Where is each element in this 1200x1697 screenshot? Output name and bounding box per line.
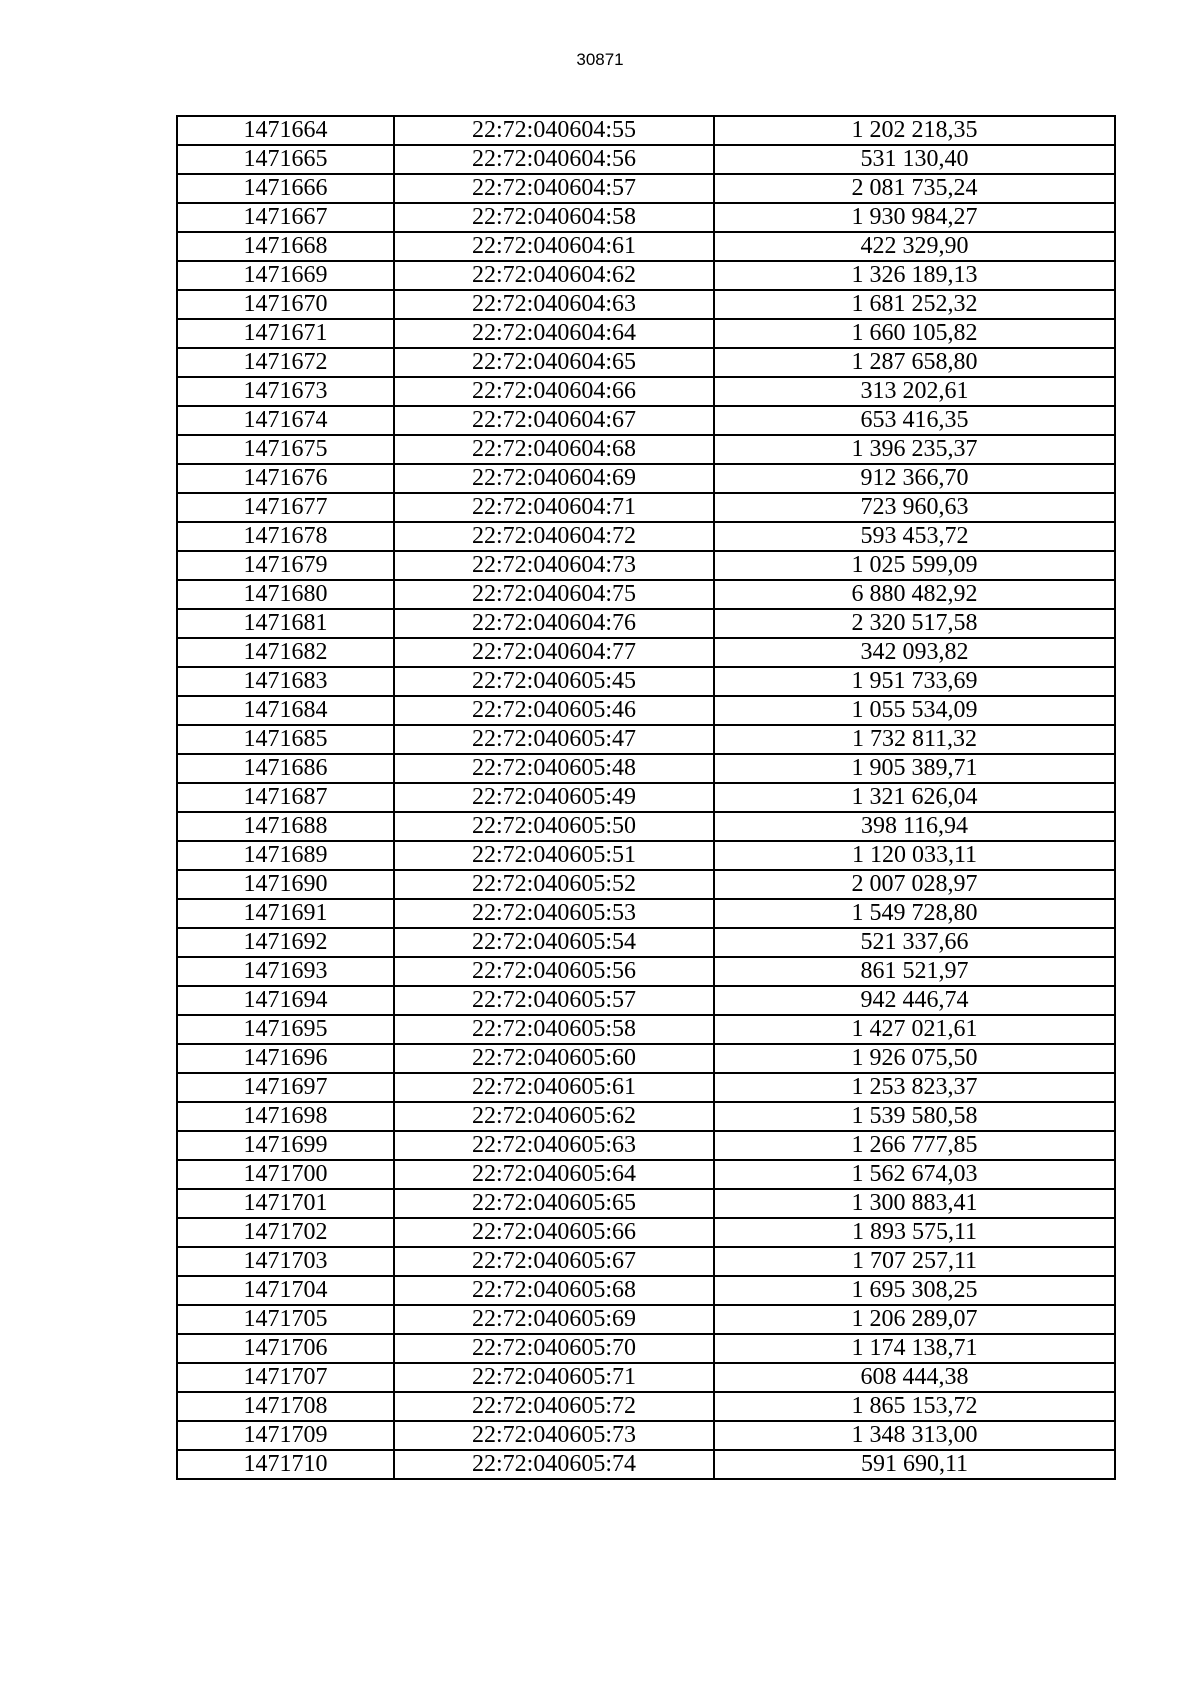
cadastral-value-cell: 1 396 235,37: [714, 435, 1115, 464]
row-number-cell: 1471669: [177, 261, 394, 290]
row-number-cell: 1471694: [177, 986, 394, 1015]
table-row: [177, 1305, 1115, 1334]
table-row: [177, 812, 1115, 841]
table-row: [177, 609, 1115, 638]
cadastral-value-cell: 1 300 883,41: [714, 1189, 1115, 1218]
cadastral-number-cell: 22:72:040605:60: [394, 1044, 714, 1073]
row-number-cell: 1471708: [177, 1392, 394, 1421]
table-row: [177, 348, 1115, 377]
table-row: [177, 551, 1115, 580]
table-row: [177, 783, 1115, 812]
cadastral-value-cell: 1 951 733,69: [714, 667, 1115, 696]
table-row: [177, 435, 1115, 464]
cadastral-value-cell: 1 732 811,32: [714, 725, 1115, 754]
cadastral-number-cell: 22:72:040605:57: [394, 986, 714, 1015]
row-number-cell: 1471670: [177, 290, 394, 319]
row-number-cell: 1471688: [177, 812, 394, 841]
row-number-cell: 1471664: [177, 116, 394, 145]
cadastral-number-cell: 22:72:040604:57: [394, 174, 714, 203]
row-number-cell: 1471676: [177, 464, 394, 493]
row-number-cell: 1471675: [177, 435, 394, 464]
table-row: [177, 870, 1115, 899]
table-body: [177, 116, 1115, 1479]
table-row: [177, 1189, 1115, 1218]
row-number-cell: 1471666: [177, 174, 394, 203]
row-number-cell: 1471701: [177, 1189, 394, 1218]
cadastral-number-cell: 22:72:040605:61: [394, 1073, 714, 1102]
table-row: [177, 1392, 1115, 1421]
cadastral-value-cell: 1 905 389,71: [714, 754, 1115, 783]
cadastral-number-cell: 22:72:040604:64: [394, 319, 714, 348]
cadastral-number-cell: 22:72:040605:52: [394, 870, 714, 899]
table-row: [177, 464, 1115, 493]
cadastral-number-cell: 22:72:040605:62: [394, 1102, 714, 1131]
row-number-cell: 1471679: [177, 551, 394, 580]
cadastral-number-cell: 22:72:040605:45: [394, 667, 714, 696]
row-number-cell: 1471707: [177, 1363, 394, 1392]
row-number-cell: 1471703: [177, 1247, 394, 1276]
cadastral-number-cell: 22:72:040604:73: [394, 551, 714, 580]
cadastral-number-cell: 22:72:040605:50: [394, 812, 714, 841]
table-row: [177, 957, 1115, 986]
table-row: [177, 696, 1115, 725]
row-number-cell: 1471687: [177, 783, 394, 812]
cadastral-value-cell: 2 007 028,97: [714, 870, 1115, 899]
cadastral-number-cell: 22:72:040605:63: [394, 1131, 714, 1160]
cadastral-value-cell: 1 348 313,00: [714, 1421, 1115, 1450]
cadastral-number-cell: 22:72:040605:46: [394, 696, 714, 725]
cadastral-value-cell: 1 707 257,11: [714, 1247, 1115, 1276]
cadastral-number-cell: 22:72:040604:55: [394, 116, 714, 145]
cadastral-value-cell: 1 549 728,80: [714, 899, 1115, 928]
table-row: [177, 1102, 1115, 1131]
row-number-cell: 1471683: [177, 667, 394, 696]
table-row: [177, 667, 1115, 696]
row-number-cell: 1471678: [177, 522, 394, 551]
table-row: [177, 203, 1115, 232]
cadastral-value-cell: 521 337,66: [714, 928, 1115, 957]
row-number-cell: 1471685: [177, 725, 394, 754]
row-number-cell: 1471698: [177, 1102, 394, 1131]
cadastral-value-cell: 1 202 218,35: [714, 116, 1115, 145]
cadastral-value-cell: 912 366,70: [714, 464, 1115, 493]
cadastral-value-cell: 6 880 482,92: [714, 580, 1115, 609]
row-number-cell: 1471686: [177, 754, 394, 783]
table-row: [177, 1247, 1115, 1276]
cadastral-value-cell: 1 695 308,25: [714, 1276, 1115, 1305]
table-row: [177, 1218, 1115, 1247]
cadastral-value-cell: 1 055 534,09: [714, 696, 1115, 725]
cadastral-value-cell: 653 416,35: [714, 406, 1115, 435]
row-number-cell: 1471697: [177, 1073, 394, 1102]
cadastral-value-cell: 591 690,11: [714, 1450, 1115, 1479]
row-number-cell: 1471690: [177, 870, 394, 899]
cadastral-number-cell: 22:72:040604:65: [394, 348, 714, 377]
table-row: [177, 1276, 1115, 1305]
table-row: [177, 493, 1115, 522]
row-number-cell: 1471693: [177, 957, 394, 986]
cadastral-number-cell: 22:72:040604:63: [394, 290, 714, 319]
cadastral-value-cell: 531 130,40: [714, 145, 1115, 174]
table-row: [177, 1421, 1115, 1450]
cadastral-number-cell: 22:72:040605:51: [394, 841, 714, 870]
cadastral-value-cell: 1 206 289,07: [714, 1305, 1115, 1334]
cadastral-value-cell: 1 253 823,37: [714, 1073, 1115, 1102]
cadastral-number-cell: 22:72:040604:71: [394, 493, 714, 522]
table-row: [177, 725, 1115, 754]
cadastral-value-cell: 1 562 674,03: [714, 1160, 1115, 1189]
table-row: [177, 899, 1115, 928]
cadastral-number-cell: 22:72:040604:69: [394, 464, 714, 493]
table-row: [177, 1334, 1115, 1363]
cadastral-number-cell: 22:72:040604:76: [394, 609, 714, 638]
cadastral-number-cell: 22:72:040605:56: [394, 957, 714, 986]
row-number-cell: 1471691: [177, 899, 394, 928]
cadastral-value-cell: 861 521,97: [714, 957, 1115, 986]
cadastral-number-cell: 22:72:040604:66: [394, 377, 714, 406]
table-row: [177, 841, 1115, 870]
row-number-cell: 1471665: [177, 145, 394, 174]
table-row: [177, 522, 1115, 551]
cadastral-value-cell: 2 320 517,58: [714, 609, 1115, 638]
row-number-cell: 1471672: [177, 348, 394, 377]
cadastral-value-cell: 1 539 580,58: [714, 1102, 1115, 1131]
table-row: [177, 261, 1115, 290]
cadastral-value-cell: 1 893 575,11: [714, 1218, 1115, 1247]
cadastral-number-cell: 22:72:040605:68: [394, 1276, 714, 1305]
table-row: [177, 116, 1115, 145]
table-row: [177, 1044, 1115, 1073]
table-row: [177, 290, 1115, 319]
table-row: [177, 986, 1115, 1015]
cadastral-value-cell: 1 321 626,04: [714, 783, 1115, 812]
cadastral-value-cell: 1 926 075,50: [714, 1044, 1115, 1073]
cadastral-value-cell: 1 865 153,72: [714, 1392, 1115, 1421]
row-number-cell: 1471689: [177, 841, 394, 870]
table-row: [177, 377, 1115, 406]
cadastral-number-cell: 22:72:040605:48: [394, 754, 714, 783]
cadastral-number-cell: 22:72:040604:67: [394, 406, 714, 435]
cadastral-number-cell: 22:72:040605:49: [394, 783, 714, 812]
row-number-cell: 1471696: [177, 1044, 394, 1073]
cadastral-value-cell: 1 326 189,13: [714, 261, 1115, 290]
cadastral-number-cell: 22:72:040605:64: [394, 1160, 714, 1189]
row-number-cell: 1471684: [177, 696, 394, 725]
cadastral-value-cell: 398 116,94: [714, 812, 1115, 841]
cadastral-value-cell: 1 025 599,09: [714, 551, 1115, 580]
cadastral-number-cell: 22:72:040604:58: [394, 203, 714, 232]
cadastral-value-cell: 608 444,38: [714, 1363, 1115, 1392]
cadastral-number-cell: 22:72:040605:66: [394, 1218, 714, 1247]
cadastral-value-cell: 422 329,90: [714, 232, 1115, 261]
cadastral-value-cell: 1 427 021,61: [714, 1015, 1115, 1044]
table-row: [177, 580, 1115, 609]
cadastral-number-cell: 22:72:040605:69: [394, 1305, 714, 1334]
cadastral-number-cell: 22:72:040605:71: [394, 1363, 714, 1392]
cadastral-value-table: [176, 115, 1116, 1480]
cadastral-value-cell: 1 930 984,27: [714, 203, 1115, 232]
table-row: [177, 1073, 1115, 1102]
row-number-cell: 1471682: [177, 638, 394, 667]
table-row: [177, 232, 1115, 261]
cadastral-number-cell: 22:72:040605:67: [394, 1247, 714, 1276]
row-number-cell: 1471668: [177, 232, 394, 261]
table-row: [177, 1015, 1115, 1044]
cadastral-value-cell: 2 081 735,24: [714, 174, 1115, 203]
cadastral-number-cell: 22:72:040605:53: [394, 899, 714, 928]
cadastral-value-cell: 723 960,63: [714, 493, 1115, 522]
table-row: [177, 754, 1115, 783]
cadastral-value-cell: 1 120 033,11: [714, 841, 1115, 870]
row-number-cell: 1471667: [177, 203, 394, 232]
cadastral-number-cell: 22:72:040605:58: [394, 1015, 714, 1044]
cadastral-value-cell: 593 453,72: [714, 522, 1115, 551]
cadastral-number-cell: 22:72:040605:65: [394, 1189, 714, 1218]
cadastral-number-cell: 22:72:040605:54: [394, 928, 714, 957]
table-row: [177, 1450, 1115, 1479]
table-row: [177, 928, 1115, 957]
table-row: [177, 319, 1115, 348]
cadastral-number-cell: 22:72:040604:75: [394, 580, 714, 609]
cadastral-number-cell: 22:72:040604:72: [394, 522, 714, 551]
cadastral-number-cell: 22:72:040604:68: [394, 435, 714, 464]
row-number-cell: 1471709: [177, 1421, 394, 1450]
cadastral-number-cell: 22:72:040604:62: [394, 261, 714, 290]
cadastral-value-cell: 342 093,82: [714, 638, 1115, 667]
row-number-cell: 1471704: [177, 1276, 394, 1305]
cadastral-value-cell: 1 174 138,71: [714, 1334, 1115, 1363]
row-number-cell: 1471673: [177, 377, 394, 406]
table-row: [177, 406, 1115, 435]
cadastral-number-cell: 22:72:040605:72: [394, 1392, 714, 1421]
cadastral-number-cell: 22:72:040605:73: [394, 1421, 714, 1450]
row-number-cell: 1471677: [177, 493, 394, 522]
cadastral-number-cell: 22:72:040604:56: [394, 145, 714, 174]
page-number: 30871: [576, 50, 624, 69]
table-row: [177, 1160, 1115, 1189]
row-number-cell: 1471674: [177, 406, 394, 435]
row-number-cell: 1471700: [177, 1160, 394, 1189]
cadastral-number-cell: 22:72:040605:74: [394, 1450, 714, 1479]
row-number-cell: 1471699: [177, 1131, 394, 1160]
table-row: [177, 145, 1115, 174]
row-number-cell: 1471671: [177, 319, 394, 348]
table-row: [177, 1363, 1115, 1392]
cadastral-number-cell: 22:72:040605:47: [394, 725, 714, 754]
row-number-cell: 1471681: [177, 609, 394, 638]
cadastral-number-cell: 22:72:040605:70: [394, 1334, 714, 1363]
cadastral-value-cell: 1 266 777,85: [714, 1131, 1115, 1160]
row-number-cell: 1471680: [177, 580, 394, 609]
table-row: [177, 174, 1115, 203]
cadastral-value-cell: 942 446,74: [714, 986, 1115, 1015]
row-number-cell: 1471702: [177, 1218, 394, 1247]
cadastral-number-cell: 22:72:040604:61: [394, 232, 714, 261]
row-number-cell: 1471710: [177, 1450, 394, 1479]
cadastral-value-cell: 1 287 658,80: [714, 348, 1115, 377]
table-row: [177, 638, 1115, 667]
table-row: [177, 1131, 1115, 1160]
cadastral-number-cell: 22:72:040604:77: [394, 638, 714, 667]
row-number-cell: 1471705: [177, 1305, 394, 1334]
cadastral-value-cell: 1 681 252,32: [714, 290, 1115, 319]
cadastral-value-cell: 313 202,61: [714, 377, 1115, 406]
row-number-cell: 1471692: [177, 928, 394, 957]
cadastral-value-cell: 1 660 105,82: [714, 319, 1115, 348]
row-number-cell: 1471706: [177, 1334, 394, 1363]
row-number-cell: 1471695: [177, 1015, 394, 1044]
